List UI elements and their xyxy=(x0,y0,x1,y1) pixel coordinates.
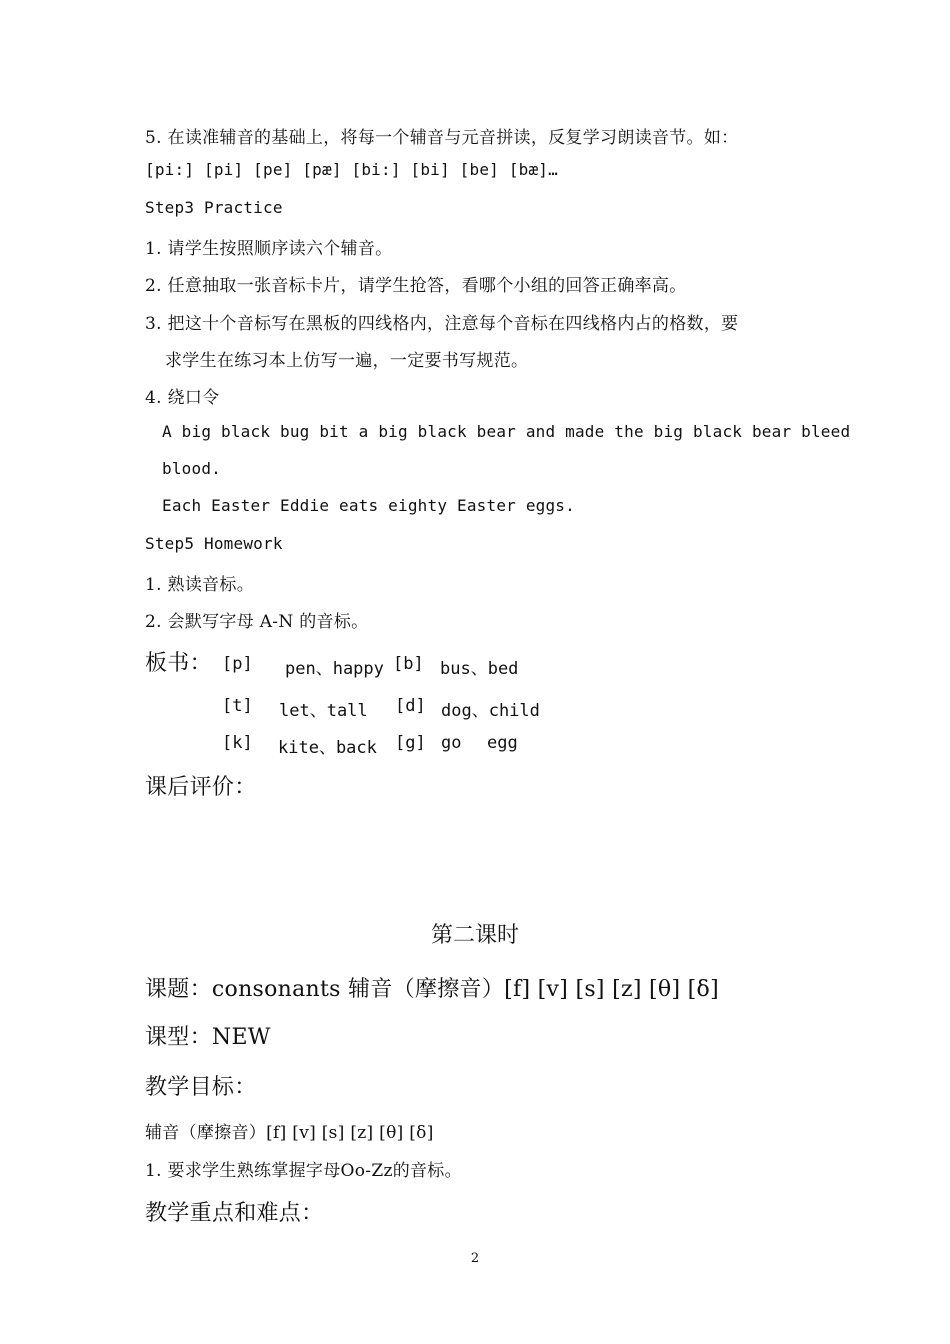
lesson-topic: 课题：consonants 辅音（摩擦音）[f] [v] [s] [z] [θ] [δ] xyxy=(145,977,719,1002)
text-line: [pi:] [pi] [pe] [pæ] [bi:] [bi] [be] [bæ]… xyxy=(145,160,558,179)
text-line: Step3 Practice xyxy=(145,198,283,217)
board-cell: [k] xyxy=(222,733,253,753)
board-cell: [g] xyxy=(395,733,426,753)
text-line: 2. 任意抽取一张音标卡片，请学生抢答，看哪个小组的回答正确率高。 xyxy=(145,276,687,296)
text-line: 1. 请学生按照顺序读六个辅音。 xyxy=(145,239,393,259)
board-cell: [d] xyxy=(395,696,426,716)
board-cell: [t] xyxy=(222,696,253,716)
board-label: 板书： xyxy=(145,651,212,676)
text-line: Each Easter Eddie eats eighty Easter eggs. xyxy=(162,496,575,515)
goals-sounds: 辅音（摩擦音）[f] [v] [s] [z] [θ] [δ] xyxy=(145,1123,434,1143)
goal-1: 1. 要求学生熟练掌握字母Oo-Zz的音标。 xyxy=(145,1161,462,1181)
goals-label: 教学目标： xyxy=(145,1075,257,1100)
key-points-label: 教学重点和难点： xyxy=(145,1201,324,1226)
text-line: 3. 把这十个音标写在黑板的四线格内，注意每个音标在四线格内占的格数，要 xyxy=(145,314,739,334)
text-line: 2. 会默写字母 A-N 的音标。 xyxy=(145,612,369,632)
text-line: 1. 熟读音标。 xyxy=(145,575,255,595)
board-cell: dog、child xyxy=(441,701,540,721)
board-cell: kite、back xyxy=(278,738,377,758)
board-cell: let、tall xyxy=(279,701,368,721)
board-cell: go xyxy=(441,733,462,753)
text-line: blood. xyxy=(162,459,221,478)
board-cell: pen、happy xyxy=(285,659,384,679)
board-cell: [b] xyxy=(393,654,424,674)
text-line: 求学生在练习本上仿写一遍，一定要书写规范。 xyxy=(165,351,529,371)
text-line: 4. 绕口令 xyxy=(145,388,220,408)
evaluation-label: 课后评价： xyxy=(145,775,257,800)
section-title: 第二课时 xyxy=(430,923,519,948)
board-cell: egg xyxy=(487,733,518,753)
lesson-type: 课型：NEW xyxy=(145,1025,271,1050)
text-line: Step5 Homework xyxy=(145,534,283,553)
board-cell: [p] xyxy=(222,654,253,674)
page-number: 2 xyxy=(470,1251,480,1266)
text-line: 5. 在读准辅音的基础上，将每一个辅音与元音拼读，反复学习朗读音节。如： xyxy=(145,128,739,148)
board-cell: bus、bed xyxy=(440,659,519,679)
text-line: A big black bug bit a big black bear and made the big black bear bleed xyxy=(162,422,851,441)
